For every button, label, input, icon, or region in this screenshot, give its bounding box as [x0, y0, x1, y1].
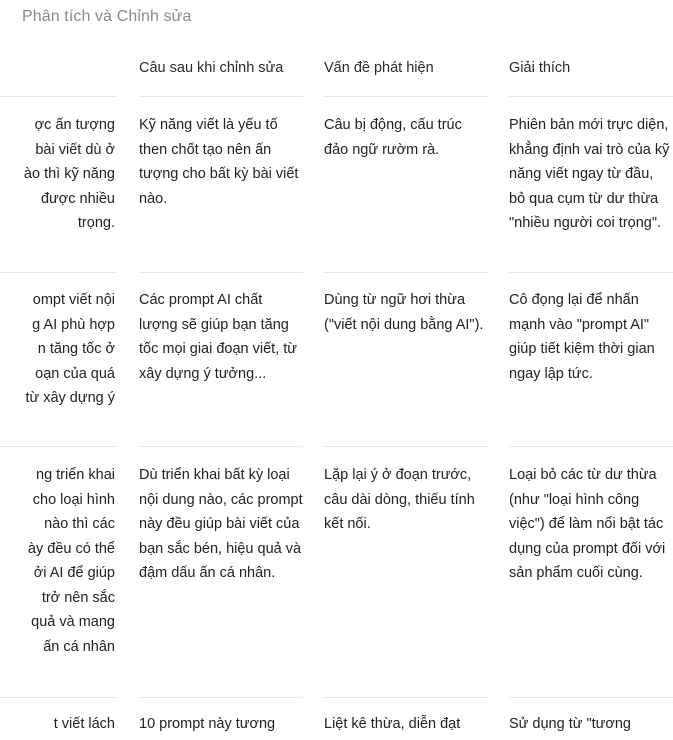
section-title: Phân tích và Chỉnh sửa [22, 8, 192, 25]
row-divider [0, 272, 117, 273]
cell-line: bài viết dù ở [35, 141, 115, 158]
table-cell-original [0, 288, 115, 411]
table-cell-revised: Kỹ năng viết là yếu tố then chốt tạo nên ấn tượng cho bất kỳ bài viết nào. [139, 117, 299, 207]
cell-line: oạn của quá [35, 365, 115, 382]
cell-line: ompt viết nội [32, 292, 115, 308]
row-divider [0, 697, 117, 698]
cell-line: ào thì kỹ năng [23, 166, 115, 182]
table-cell-explanation: Phiên bản mới trực diện, khẳng định vai trò của kỹ năng viết ngay từ đầu, bỏ qua cụm từ dư thừa "nhiều người coi trọng". [509, 117, 670, 231]
row-divider [509, 272, 673, 273]
row-divider [509, 446, 673, 447]
table-cell-revised: 10 prompt này tương [139, 716, 276, 732]
cell-line: ng triển khai [36, 467, 115, 483]
cell-line: ày đều có thể [27, 540, 115, 557]
table-cell-original [0, 113, 115, 236]
table-cell-issue: Dùng từ ngữ hơi thừa ("viết nội dung bằng AI"). [324, 292, 484, 333]
cell-line: ợc ấn tượng [34, 117, 115, 133]
cell-line: ấn cá nhân [43, 638, 115, 655]
cell-line: từ xây dựng ý [25, 390, 115, 406]
table-cell-original [0, 712, 115, 737]
table-cell-issue: Liệt kê thừa, diễn đạt [324, 716, 461, 732]
cell-line: được nhiều [40, 190, 115, 207]
table-cell-revised: Các prompt AI chất lượng sẽ giúp bạn tăng tốc mọi giai đoạn viết, từ xây dựng ý tưởng... [139, 292, 298, 382]
row-divider [0, 96, 117, 97]
row-divider [324, 272, 488, 273]
row-divider [324, 96, 488, 97]
row-divider [139, 272, 303, 273]
table-cell-explanation: Cô đọng lại để nhấn mạnh vào "prompt AI" giúp tiết kiệm thời gian ngay lập tức. [509, 292, 655, 382]
row-divider [139, 697, 303, 698]
row-divider [139, 96, 303, 97]
cell-line: g AI phù hợp [32, 316, 115, 333]
cell-line: trọng. [77, 215, 115, 231]
row-divider [324, 446, 488, 447]
cell-line: quả và mang [31, 614, 115, 630]
column-header-issue: Vấn đề phát hiện [324, 60, 434, 76]
cell-line: n tăng tốc ở [37, 341, 115, 357]
row-divider [0, 446, 117, 447]
cell-line: ởi AI để giúp [33, 565, 115, 581]
table-cell-revised: Dù triển khai bất kỳ loại nội dung nào, các prompt này đều giúp bài viết của bạn sắc bén, hiệu quả và đậm dấu ấn cá nhân. [139, 467, 303, 581]
row-divider [509, 96, 673, 97]
table-cell-explanation: Loại bỏ các từ dư thừa (như "loại hình công việc") để làm nổi bật tác dụng của prompt đối với sản phẩm cuối cùng. [509, 467, 666, 581]
column-header-explanation: Giải thích [509, 60, 571, 76]
cell-line: nào thì các [44, 516, 115, 532]
row-divider [324, 697, 488, 698]
table-cell-issue: Lặp lại ý ở đoạn trước, câu dài dòng, thiếu tính kết nối. [324, 467, 475, 532]
table-cell-explanation: Sử dụng từ "tương [509, 716, 631, 732]
row-divider [139, 446, 303, 447]
cell-line: t viết lách [53, 716, 115, 732]
column-header-revised: Câu sau khi chỉnh sửa [139, 60, 284, 76]
cell-line: trở nên sắc [41, 589, 115, 606]
cell-line: cho loại hình [32, 491, 115, 508]
row-divider [509, 697, 673, 698]
table-cell-original [0, 463, 115, 659]
table-cell-issue: Câu bị động, cấu trúc đảo ngữ rườm rà. [324, 117, 462, 158]
